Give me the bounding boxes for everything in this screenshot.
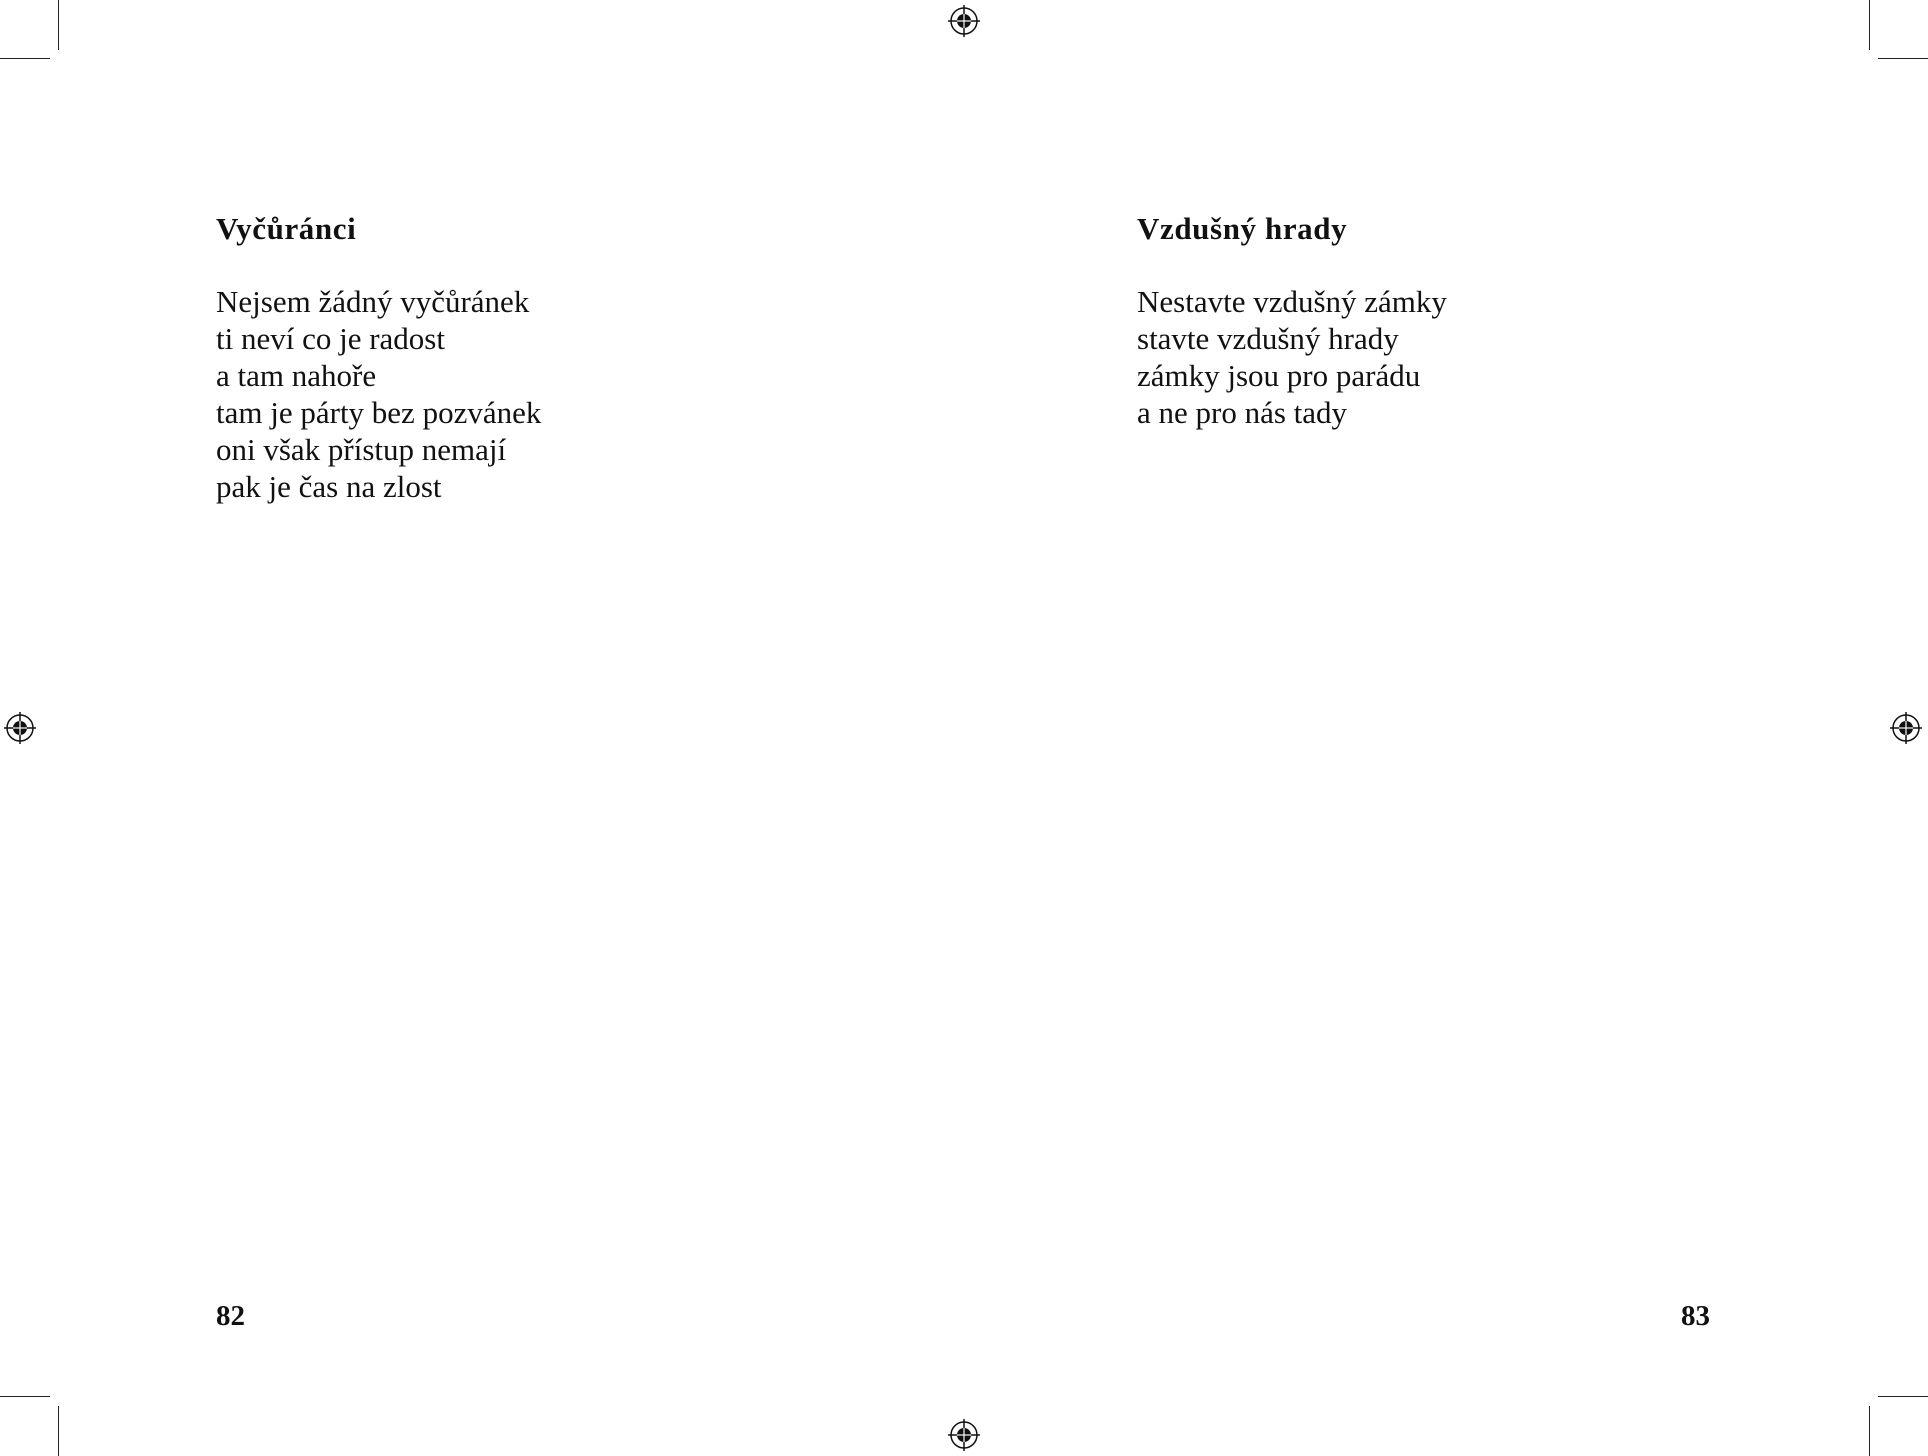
poem-body-left: [216, 283, 541, 505]
poem-line: stavte vzdušný hrady: [1137, 321, 1399, 356]
poem-line: a ne pro nás tady: [1137, 395, 1348, 430]
poem-line: tam je párty bez pozvánek: [216, 395, 542, 430]
crop-mark-icon: [0, 58, 50, 59]
registration-target-icon: [947, 1418, 981, 1452]
crop-mark-icon: [1878, 1396, 1928, 1397]
poem-body-right: [1137, 283, 1447, 431]
crop-mark-icon: [1869, 0, 1870, 50]
registration-target-icon: [947, 4, 981, 38]
poem-line: Nejsem žádný vyčůránek: [216, 284, 530, 319]
poem-line: zámky jsou pro parádu: [1137, 358, 1421, 393]
crop-mark-icon: [1878, 58, 1928, 59]
crop-mark-icon: [0, 1396, 50, 1397]
poem-line: oni však přístup nemají: [216, 432, 507, 467]
poem-line: ti neví co je radost: [216, 321, 445, 356]
poem-line: a tam nahoře: [216, 358, 377, 393]
crop-mark-icon: [1869, 1406, 1870, 1456]
page-number-left: 82: [216, 1300, 245, 1332]
crop-mark-icon: [58, 1406, 59, 1456]
registration-target-icon: [1889, 711, 1923, 745]
poem-title-left: Vyčůránci: [216, 211, 357, 246]
poem-line: pak je čas na zlost: [216, 469, 442, 504]
page-number-right: 83: [1681, 1300, 1710, 1332]
poem-line: Nestavte vzdušný zámky: [1137, 284, 1447, 319]
right-page: [964, 0, 1928, 1456]
poem-title-right: Vzdušný hrady: [1137, 211, 1348, 246]
crop-mark-icon: [58, 0, 59, 50]
registration-target-icon: [3, 711, 37, 745]
